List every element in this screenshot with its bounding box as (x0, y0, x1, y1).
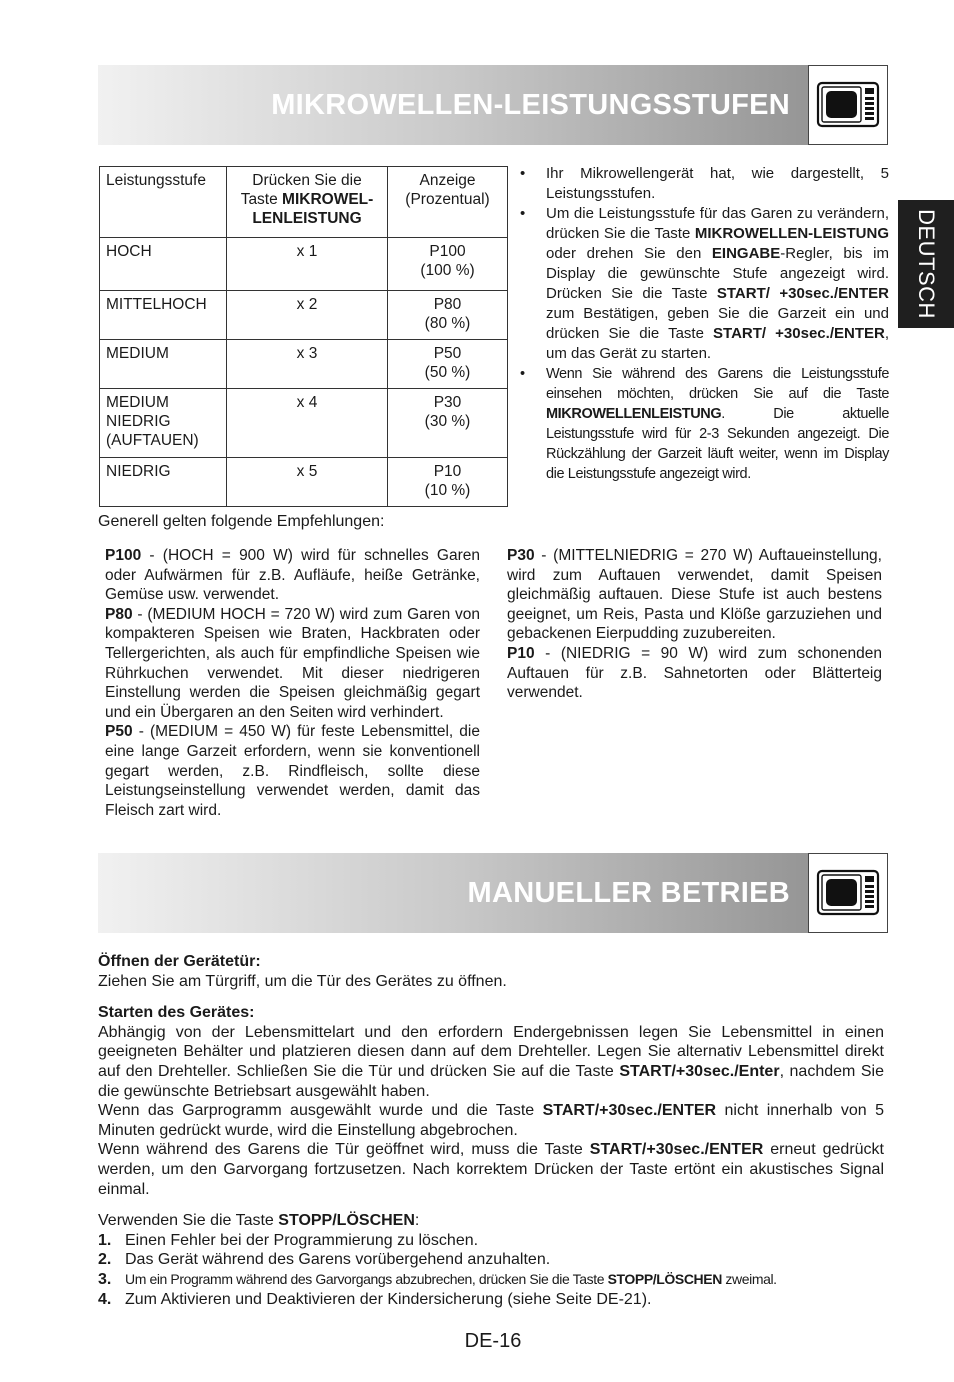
table-cell-press: x 3 (227, 340, 388, 389)
table-row (100, 458, 508, 507)
recommendation-p10: P10 - (NIEDRIG = 90 W) wird zum schonenden Auftauen für z.B. Sahnetorten oder Blätterteig verwendet. (507, 644, 882, 702)
power-level-notes (520, 164, 889, 484)
table-row (100, 291, 508, 340)
table-header-cell: Anzeige (Prozentual) (388, 167, 508, 238)
table-cell-level: MITTELHOCH (100, 291, 227, 340)
stop-uses-list (98, 1231, 884, 1309)
table-cell-level: HOCH (100, 238, 227, 291)
start-text-2: Wenn das Garprogramm ausgewählt wurde und die Taste START/+30sec./ENTER nicht innerhalb von 5 Minuten gedrückt wurde, wird die Einstellung abgebrochen. (98, 1102, 885, 1139)
section-title: MIKROWELLEN-LEISTUNGSSTUFEN (271, 89, 790, 121)
list-item: 4. Zum Aktivieren und Deaktivieren der Kindersicherung (siehe Seite DE-21). (98, 1290, 652, 1308)
recommendation-p30: P30 - (MITTELNIEDRIG = 270 W) Auftaueinstellung, wird zum Auftauen verwendet, damit Speisen gleichmäßig auftauen. Diese Stufe ist auch bestens geeignet, um Reis, Pasta und Klöße garzuziehen und gebackenen Eierpudding zuzubereiten. (507, 547, 882, 643)
table-cell-press: x 4 (227, 389, 388, 458)
section-banner-power-levels (98, 65, 888, 145)
language-tab-label: DEUTSCH (914, 209, 939, 319)
table-cell-display: P50 (50 %) (388, 340, 508, 389)
list-item: 2. Das Gerät während des Garens vorübergehend anzuhalten. (98, 1251, 551, 1269)
recommendation-p100: P100 - (HOCH = 900 W) wird für schnelles Garen oder Aufwärmen für z.B. Aufläufe, heiße Getränke, Gemüse usw. verwendet. (105, 547, 480, 604)
manual-operation-section (98, 952, 884, 1309)
table-row (100, 389, 508, 458)
power-level-table (99, 166, 508, 507)
table-cell-press: x 5 (227, 458, 388, 507)
language-tab (898, 200, 954, 328)
table-row (100, 340, 508, 389)
microwave-icon (808, 853, 888, 933)
start-text-1: Abhängig von der Lebensmittelart und den erfordern Endergebnissen legen Sie Lebensmittel in einen geeigneten Behälter und platzieren diesen dann auf dem Drehteller. Legen Sie alternativ Lebensmittel direkt auf den Drehteller. Schließen Sie die Tür und drücken Sie auf die Taste START/+30sec./Enter, nachdem Sie die gewünschte Betriebsart ausgewählt haben. (98, 1023, 885, 1100)
table-cell-display: P100 (100 %) (388, 238, 508, 291)
list-item: 1. Einen Fehler bei der Programmierung zu löschen. (98, 1231, 479, 1249)
table-header-cell: Leistungsstufe (100, 167, 227, 238)
start-heading: Starten des Gerätes: (98, 1004, 255, 1022)
door-heading: Öffnen der Gerätetür: (98, 953, 261, 970)
list-item: • Ihr Mikrowellengerät hat, wie dargestellt, 5 Leistungsstufen. (520, 164, 889, 204)
table-cell-display: P80 (80 %) (388, 291, 508, 340)
microwave-icon (808, 65, 888, 145)
table-cell-display: P10 (10 %) (388, 458, 508, 507)
table-row (100, 238, 508, 291)
table-cell-level: NIEDRIG (100, 458, 227, 507)
recommendations-intro: Generell gelten folgende Empfehlungen: (98, 513, 385, 530)
table-cell-press: x 1 (227, 238, 388, 291)
table-cell-level: MEDIUM NIEDRIG (AUFTAUEN) (100, 389, 227, 458)
start-text-3: Wenn während des Garens die Tür geöffnet wird, muss die Taste START/+30sec./ENTER erneut gedrückt werden, um den Garvorgang fortzusetzen. Nach korrektem Drücken der Taste ertönt ein akustisches Signal einmal. (98, 1141, 884, 1198)
recommendations-left-column (105, 546, 480, 820)
section-title: MANUELLER BETRIEB (467, 877, 790, 909)
section-banner-manual (98, 853, 888, 933)
list-item: • Wenn Sie während des Garens die Leistungsstufe einsehen möchten, drücken Sie auf die Taste MIKROWELLENLEISTUNG. Die aktuelle Leistungsstufe wird für 2-3 Sekunden angezeigt. Die Rückzählung der Garzeit läuft weiter, wenn im Display die Leistungsstufe angezeigt wird. (520, 364, 889, 484)
door-text: Ziehen Sie am Türgriff, um die Tür des Gerätes zu öffnen. (98, 972, 507, 990)
stop-intro: Verwenden Sie die Taste STOPP/LÖSCHEN: (98, 1212, 420, 1230)
table-header-cell: Drücken Sie die Taste MIKROWEL-LENLEISTUNG (227, 167, 388, 238)
page-number: DE-16 (464, 1330, 522, 1352)
table-cell-display: P30 (30 %) (388, 389, 508, 458)
recommendations-right-column (507, 546, 882, 703)
list-item: • Um die Leistungsstufe für das Garen zu verändern, drücken Sie die Taste MIKROWELLEN-LEISTUNG oder drehen Sie den EINGABE-Regler, bis im Display die gewünschte Stufe angezeigt wird. Drücken Sie die Taste START/ +30sec./ENTER zum Bestätigen, geben Sie die Garzeit ein und drücken Sie die Taste START/ +30sec./ENTER, um das Gerät zu starten. (520, 204, 889, 364)
table-cell-press: x 2 (227, 291, 388, 340)
list-item: 3. Um ein Programm während des Garvorgangs abzubrechen, drücken Sie die Taste STOPP/LÖSCHEN zweimal. (98, 1270, 777, 1288)
recommendation-p50: P50 - (MEDIUM = 450 W) für feste Lebensmittel, die eine lange Garzeit erfordern, wenn sie konventionell gegart werden, z.B. Rindfleisch, sollte diese Leistungseinstellung verwendet werden, damit das Fleisch zart wird. (105, 723, 480, 819)
table-header-row (100, 167, 508, 238)
table-cell-level: MEDIUM (100, 340, 227, 389)
recommendation-p80: P80 - (MEDIUM HOCH = 720 W) wird zum Garen von kompakteren Speisen wie Braten, Hackbraten oder Tellergerichten, als auch für empfindliche Speisen wie Rührkuchen verwendet. Mit dieser niedrigeren Einstellung werden die Speisen gleichmäßig gegart und ein Übergaren an den Seiten wird verhindert. (105, 605, 480, 721)
